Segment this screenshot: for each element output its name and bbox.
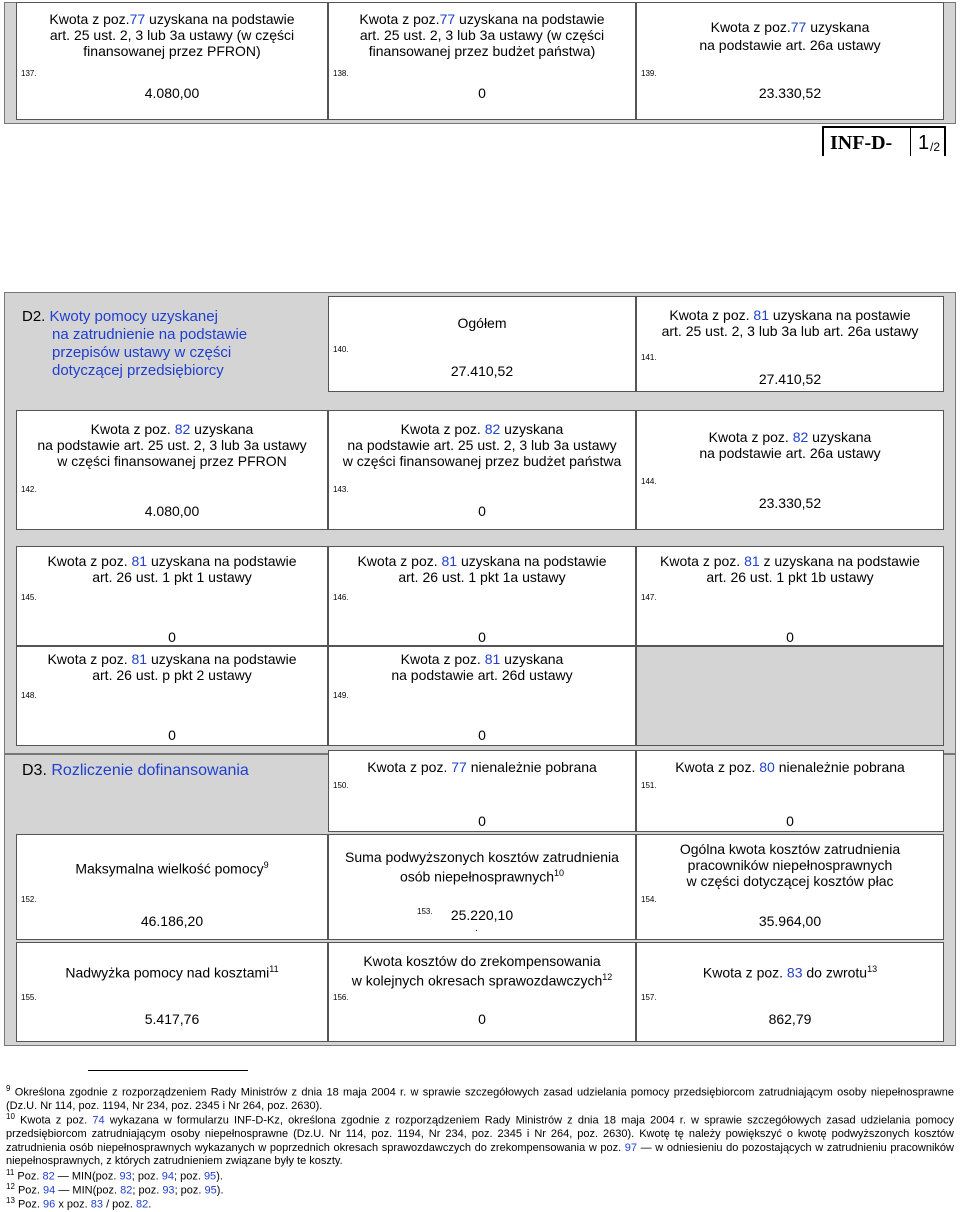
field-156: Kwota kosztów do zrekompensowania w kolejnych okresach sprawozdawczych$^{12}$ 156. 0 — [328, 942, 636, 1042]
value-142[interactable]: 4.080,00 — [144, 503, 200, 519]
footnote-9: $^9$ Określona zgodnie z rozporządzeniem Rady Ministrów z dnia 18 maja 2004 r. w sprawie szczegółowych zasad udzielania pomocy przedsiębiorcom zatrudniającym osoby niepełnosprawne (Dz.U. Nr 114, poz. 1194, Nr 234, poz. 2345 i Nr 264, poz. 2630). — [6, 1084, 954, 1113]
label-139-line2: na podstawie art. 26a ustawy — [699, 37, 881, 53]
label-152: Maksymalna wielkość pomocy — [75, 860, 264, 877]
value-141[interactable]: 27.410,52 — [758, 371, 822, 387]
value-140[interactable]: 27.410,52 — [450, 363, 514, 379]
value-152[interactable]: 46.186,20 — [140, 913, 204, 929]
ref-81: 81 — [484, 651, 501, 667]
footnote-ref: 13 — [867, 964, 878, 974]
ref-80: 80 — [759, 759, 775, 775]
footnote-ref: 11 — [269, 964, 279, 974]
field-149: Kwota z poz. 81 uzyskana na podstawie art. 26d ustawy 149. 0 — [328, 646, 636, 746]
field-number: 137. — [21, 69, 37, 78]
value-156[interactable]: 0 — [478, 1011, 486, 1027]
field-number: 148. — [21, 691, 37, 700]
field-140 — [328, 296, 636, 392]
footnote-12: $^{12}$ Poz. 94 — MIN(poz. 82; poz. 93; poz. 95). — [6, 1182, 224, 1197]
ref-81: 81 — [131, 651, 148, 667]
footnote-ref: 12 — [602, 972, 613, 982]
form-id-page-count: /2 — [930, 140, 941, 154]
value-146[interactable]: 0 — [478, 629, 486, 645]
field-number: 146. — [333, 593, 349, 602]
footnote-13: $^{13}$ Poz. 96 x poz. 83 / poz. 82. — [6, 1196, 152, 1211]
label-138-line2: art. 25 ust. 2, 3 lub 3a ustawy (w części — [359, 27, 605, 43]
field-number: 157. — [641, 993, 657, 1002]
field-number: 141. — [641, 353, 657, 362]
field-number: 140. — [333, 345, 349, 354]
field-144: Kwota z poz. 82 uzyskana na podstawie art. 26a ustawy 144. 23.330,52 — [636, 410, 944, 530]
label-141-line2: art. 25 ust. 2, 3 lub 3a lub art. 26a ustawy — [661, 323, 919, 339]
field-153: Suma podwyższonych kosztów zatrudnienia osób niepełnosprawnych$^{10}$ 153. 25.220,10 . — [328, 834, 636, 940]
footnote-11: $^{11}$ Poz. 82 — MIN(poz. 93; poz. 94; poz. 95). — [6, 1168, 223, 1183]
field-141: Kwota z poz. 81 uzyskana na postawie art. 25 ust. 2, 3 lub 3a lub art. 26a ustawy 141. 27.410,52 — [636, 296, 944, 392]
field-empty — [636, 646, 944, 746]
field-number: 143. — [333, 485, 349, 494]
footnote-separator — [88, 1070, 248, 1071]
label-156: Kwota kosztów do zrekompensowania — [363, 953, 601, 969]
field-151: Kwota z poz. 80 nienależnie pobrana 151. 0 — [636, 750, 944, 832]
footnote-ref: 9 — [263, 860, 269, 870]
value-155[interactable]: 5.417,76 — [144, 1011, 200, 1027]
value-139[interactable]: 23.330,52 — [758, 85, 822, 101]
field-number: 138. — [333, 69, 349, 78]
field-142: Kwota z poz. 82 uzyskana na podstawie art. 25 ust. 2, 3 lub 3a ustawy w części finansowanej przez PFRON 142. 4.080,00 — [16, 410, 328, 530]
label-154: Ogólna kwota kosztów zatrudnienia — [679, 841, 901, 857]
field-number: 153. — [417, 907, 433, 916]
field-157: Kwota z poz. 83 do zwrotu$^{13}$ 157. 862,79 — [636, 942, 944, 1042]
ref-77: 77 — [129, 11, 146, 27]
field-number: 152. — [21, 895, 37, 904]
field-137: Kwota z poz.77 uzyskana na podstawie art. 25 ust. 2, 3 lub 3a ustawy (w części finansowanej przez PFRON) 137. 4.080,00 — [16, 2, 328, 120]
ref-77: 77 — [790, 19, 807, 35]
label-137-line3: finansowanej przez PFRON) — [83, 43, 261, 59]
label-138-line3: finansowanej przez budżet państwa) — [368, 43, 596, 59]
label-140: Ogółem — [457, 315, 507, 331]
value-153[interactable]: 25.220,10 — [450, 907, 514, 923]
field-139: Kwota z poz.77 uzyskana na podstawie art. 26a ustawy 139. 23.330,52 — [636, 2, 944, 120]
section-d3-title: D3. Rozliczenie dofinansowania — [22, 762, 249, 779]
ref-81: 81 — [441, 553, 458, 569]
label-155: Nadwyżka pomocy nad kosztami — [65, 964, 270, 981]
value-148[interactable]: 0 — [168, 727, 176, 743]
field-146: Kwota z poz. 81 uzyskana na podstawie art. 26 ust. 1 pkt 1a ustawy 146. 0 — [328, 546, 636, 646]
footnote-10: $^{10}$ Kwota z poz. 74 wykazana w formularzu INF-D-Kz, określona zgodnie z rozporządzeniem Rady Ministrów z dnia 18 maja 2004 r. w sprawie szczegółowych zasad udzielania pomocy przedsiębiorcom zatrudniającym osoby niepełnosprawne (Dz.U. Nr 114, poz. 1194, Nr 234, poz. 2345 i Nr 264, poz. 2630). Kwotę tę należy powiększyć o kwotę podwyższonych kosztów zatrudnienia osób niepełnosprawnych wykazanych w poprzednich okresach sprawozdawczych do zrekompensowania w poz. 97 — w odniesieniu do pozostających w zatrudnieniu pracowników niepełnosprawnych, z których zatrudnieniem związane były te koszty. — [6, 1112, 954, 1168]
field-number: 144. — [641, 477, 657, 486]
label-137: Kwota z poz. — [49, 11, 130, 27]
label-153: Suma podwyższonych kosztów zatrudnienia — [345, 849, 619, 865]
field-number: 150. — [333, 781, 349, 790]
field-138: Kwota z poz.77 uzyskana na podstawie art. 25 ust. 2, 3 lub 3a ustawy (w części finansowanej przez budżet państwa) 138. 0 — [328, 2, 636, 120]
form-id-box — [822, 126, 946, 156]
form-id-label: INF-D- — [830, 132, 893, 154]
field-number: 154. — [641, 895, 657, 904]
footnote-ref: 10 — [554, 868, 565, 878]
field-number: 139. — [641, 69, 657, 78]
value-147[interactable]: 0 — [786, 629, 794, 645]
field-154: Ogólna kwota kosztów zatrudnienia pracowników niepełnosprawnych w części dotyczącej kosztów płac 154. 35.964,00 — [636, 834, 944, 940]
field-148: Kwota z poz. 81 uzyskana na podstawie art. 26 ust. p pkt 2 ustawy 148. 0 — [16, 646, 328, 746]
ref-83: 83 — [786, 964, 803, 981]
ref-82: 82 — [174, 421, 191, 437]
value-151[interactable]: 0 — [786, 813, 794, 829]
field-number: 151. — [641, 781, 657, 790]
value-149[interactable]: 0 — [478, 727, 486, 743]
label-138: Kwota z poz. — [359, 11, 440, 27]
form-id-page: 1 — [918, 132, 930, 154]
value-154[interactable]: 35.964,00 — [758, 913, 822, 929]
field-143: Kwota z poz. 82 uzyskana na podstawie art. 25 ust. 2, 3 lub 3a ustawy w części finansowanej przez budżet państwa 143. 0 — [328, 410, 636, 530]
ref-81: 81 — [131, 553, 148, 569]
field-number: 155. — [21, 993, 37, 1002]
label-137-line2: art. 25 ust. 2, 3 lub 3a ustawy (w części — [49, 27, 295, 43]
value-144[interactable]: 23.330,52 — [758, 495, 822, 511]
field-147: Kwota z poz. 81 z uzyskana na podstawie art. 26 ust. 1 pkt 1b ustawy 147. 0 — [636, 546, 944, 646]
value-150[interactable]: 0 — [478, 813, 486, 829]
field-number: 145. — [21, 593, 37, 602]
value-138[interactable]: 0 — [478, 85, 486, 101]
value-143[interactable]: 0 — [478, 503, 486, 519]
ref-82: 82 — [484, 421, 501, 437]
ref-81: 81 — [753, 307, 769, 323]
value-137[interactable]: 4.080,00 — [144, 85, 200, 101]
form-id-divider — [910, 128, 911, 156]
value-157[interactable]: 862,79 — [768, 1011, 812, 1027]
stray-mark: . — [475, 923, 478, 934]
field-number: 142. — [21, 485, 37, 494]
field-number: 149. — [333, 691, 349, 700]
field-155 — [16, 942, 328, 1042]
field-152 — [16, 834, 328, 940]
field-145: Kwota z poz. 81 uzyskana na podstawie art. 26 ust. 1 pkt 1 ustawy 145. 0 — [16, 546, 328, 646]
ref-77: 77 — [439, 11, 456, 27]
ref-81: 81 — [744, 553, 760, 569]
ref-77: 77 — [451, 759, 467, 775]
field-number: 147. — [641, 593, 657, 602]
ref-82: 82 — [792, 429, 809, 445]
label-139: Kwota z poz. — [710, 19, 791, 35]
field-number: 156. — [333, 993, 349, 1002]
field-150: Kwota z poz. 77 nienależnie pobrana 150. 0 — [328, 750, 636, 832]
section-d2-title: D2. Kwoty pomocy uzyskanej na zatrudnienie na podstawie przepisów ustawy w części dotyczącej przedsiębiorcy — [22, 308, 248, 379]
value-145[interactable]: 0 — [168, 629, 176, 645]
